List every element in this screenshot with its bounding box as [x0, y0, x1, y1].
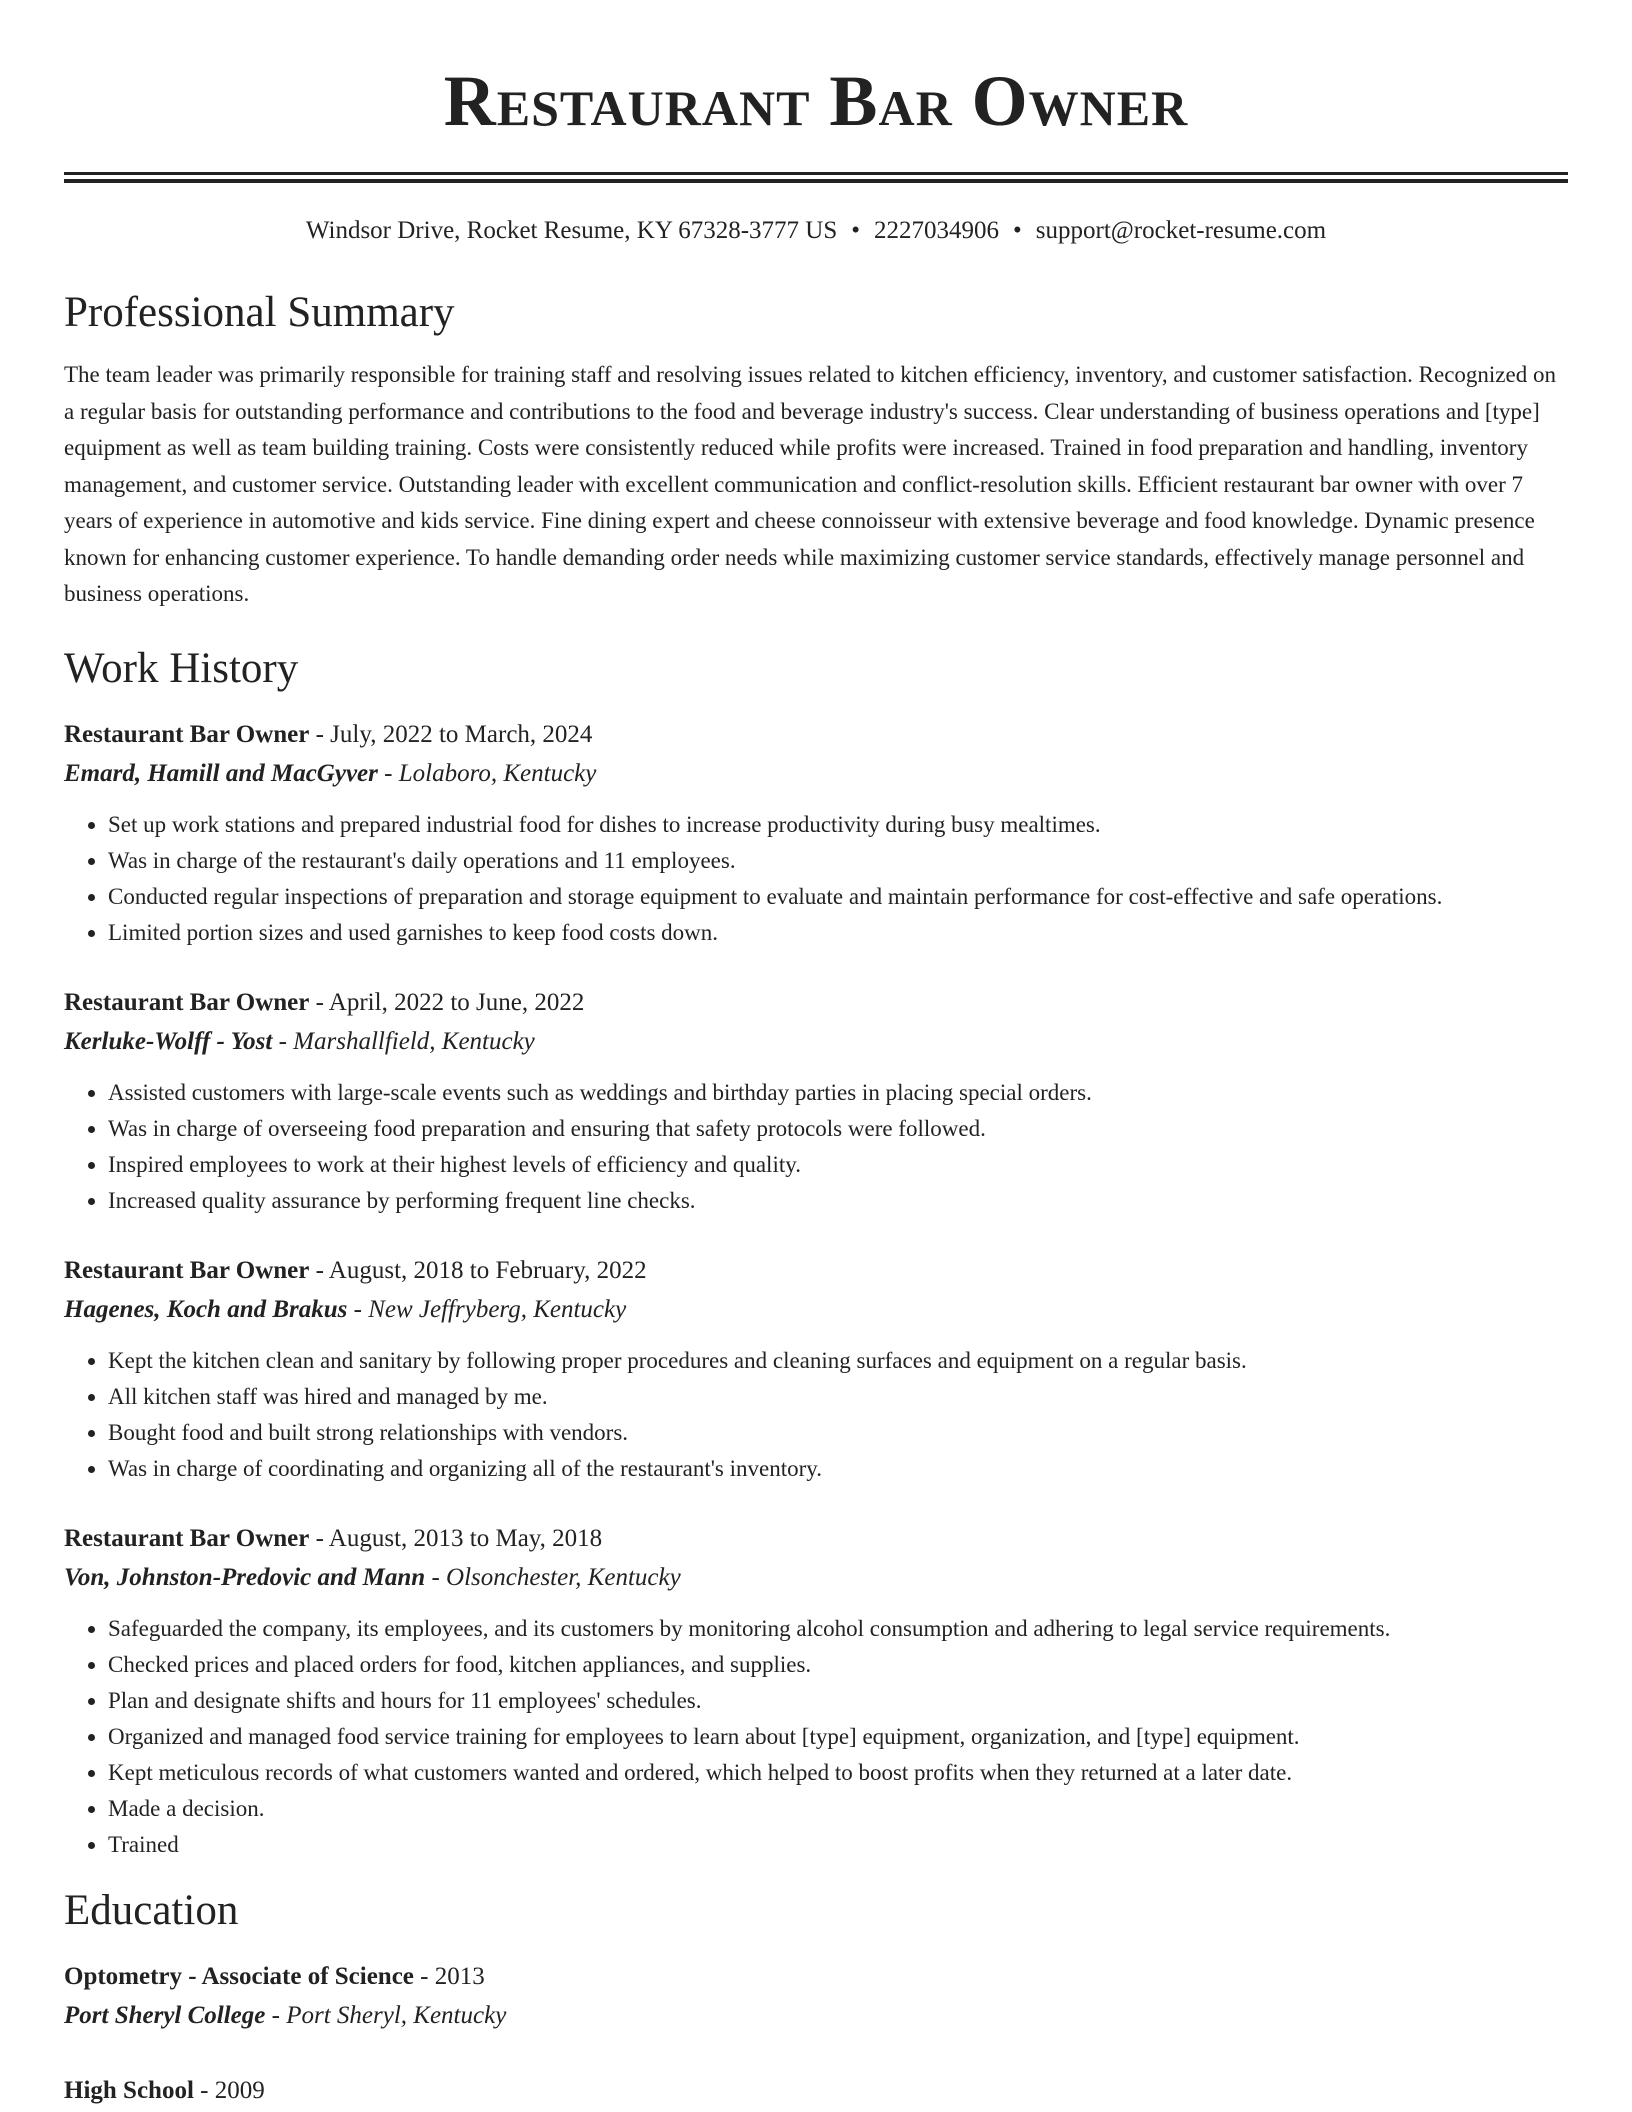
summary-text: The team leader was primarily responsible for training staff and resolving issues related to kitchen efficiency, inventory, and customer satisfaction. Recognized on a regular basis for outstanding performance and contributions to the food and beverage industry's success. Clear understanding of business operations and [type] equipment as well as team building training. Costs were consistently reduced while profits were increased. Trained in food preparation and handling, inventory management, and customer service. Outstanding leader with excellent communication and conflict-resolution skills. Efficient restaurant bar owner with over 7 years of experience in automotive and kids service. Fine dining expert and cheese connoisseur with extensive beverage and food knowledge. Dynamic presence known for enhancing customer experience. To handle demanding order needs while maximizing customer service standards, effectively manage personnel and business operations.: [64, 362, 1556, 606]
job-location: - Lolaboro, Kentucky: [377, 759, 597, 787]
list-item: • Trained: [108, 1827, 1568, 1863]
job-title-line: [64, 983, 1568, 1022]
education-heading: Education: [64, 1886, 239, 1934]
job-company: Von, Johnston-Predovic and Mann: [64, 1563, 426, 1591]
job-company: Emard, Hamill and MacGyver: [64, 759, 378, 787]
job-entry: [64, 715, 1568, 951]
list-item: • Kept the kitchen clean and sanitary by following proper procedures and cleaning surfaces and equipment on a regular basis.: [108, 1343, 1568, 1379]
list-item: • Made a decision.: [108, 1791, 1568, 1827]
job-dates: - April, 2022 to June, 2022: [309, 988, 585, 1016]
education-degree-line: [64, 1957, 1568, 1996]
contact-separator: •: [851, 217, 861, 244]
list-item: • Plan and designate shifts and hours for 11 employees' schedules.: [108, 1683, 1568, 1719]
job-role: Restaurant Bar Owner: [64, 720, 310, 748]
work-history-heading: Work History: [64, 644, 299, 692]
education-entry: [64, 2071, 1568, 2110]
education-location: - Port Sheryl, Kentucky: [265, 2001, 507, 2029]
contact-email: support@rocket-resume.com: [1035, 217, 1327, 244]
job-title-line: [64, 1519, 1568, 1558]
resume-name: Restaurant Bar Owner: [443, 61, 1189, 141]
education-school: Port Sheryl College: [64, 2001, 266, 2029]
list-item: • Checked prices and placed orders for food, kitchen appliances, and supplies.: [108, 1647, 1568, 1683]
contact-line: [64, 215, 1568, 247]
job-company-line: [64, 754, 1568, 793]
list-item: • Was in charge of coordinating and organizing all of the restaurant's inventory.: [108, 1451, 1568, 1487]
job-role: Restaurant Bar Owner: [64, 1256, 310, 1284]
list-item: • Limited portion sizes and used garnishes to keep food costs down.: [108, 915, 1568, 951]
contact-phone: 2227034906: [874, 217, 1000, 244]
contact-address: Windsor Drive, Rocket Resume, KY 67328-3777 US: [305, 217, 838, 244]
job-entry: [64, 983, 1568, 1219]
job-bullets: [64, 1611, 1568, 1863]
summary-heading: Professional Summary: [64, 289, 455, 336]
job-title-line: [64, 715, 1568, 754]
job-company: Kerluke-Wolff - Yost: [64, 1027, 273, 1055]
job-company-line: [64, 1290, 1568, 1329]
list-item: • Inspired employees to work at their highest levels of efficiency and quality.: [108, 1147, 1568, 1183]
job-company-line: [64, 1022, 1568, 1061]
education-degree: High School: [64, 2076, 194, 2104]
list-item: • Was in charge of the restaurant's daily operations and 11 employees.: [108, 843, 1568, 879]
list-item: • All kitchen staff was hired and managed by me.: [108, 1379, 1568, 1415]
job-role: Restaurant Bar Owner: [64, 988, 310, 1016]
job-dates: - July, 2022 to March, 2024: [309, 720, 593, 748]
education-year: - 2013: [413, 1962, 485, 1990]
list-item: • Bought food and built strong relationships with vendors.: [108, 1415, 1568, 1451]
list-item: • Conducted regular inspections of preparation and storage equipment to evaluate and maintain performance for cost-effective and safe operations.: [108, 879, 1568, 915]
education-year: - 2009: [193, 2076, 265, 2104]
list-item: • Safeguarded the company, its employees, and its customers by monitoring alcohol consumption and adhering to legal service requirements.: [108, 1611, 1568, 1647]
job-location: - Olsonchester, Kentucky: [425, 1563, 681, 1591]
job-bullets: [64, 1075, 1568, 1219]
job-entry: [64, 1251, 1568, 1487]
list-item: • Assisted customers with large-scale events such as weddings and birthday parties in placing special orders.: [108, 1075, 1568, 1111]
job-dates: - August, 2013 to May, 2018: [309, 1524, 603, 1552]
job-location: - New Jeffryberg, Kentucky: [347, 1295, 627, 1323]
list-item: • Kept meticulous records of what customers wanted and ordered, which helped to boost profits when they returned at a later date.: [108, 1755, 1568, 1791]
job-dates: - August, 2018 to February, 2022: [309, 1256, 647, 1284]
job-bullets: [64, 807, 1568, 951]
job-bullets: [64, 1343, 1568, 1487]
education-degree: Optometry - Associate of Science: [64, 1962, 414, 1990]
job-role: Restaurant Bar Owner: [64, 1524, 310, 1552]
list-item: • Set up work stations and prepared industrial food for dishes to increase productivity during busy mealtimes.: [108, 807, 1568, 843]
education-school-line: [64, 1996, 1568, 2035]
job-company-line: [64, 1558, 1568, 1597]
job-location: - Marshallfield, Kentucky: [272, 1027, 535, 1055]
job-company: Hagenes, Koch and Brakus: [64, 1295, 348, 1323]
education-entry: [64, 1957, 1568, 2035]
list-item: • Organized and managed food service training for employees to learn about [type] equipment, organization, and [type] equipment.: [108, 1719, 1568, 1755]
job-entry: [64, 1519, 1568, 1863]
contact-separator: •: [1013, 217, 1022, 244]
job-title-line: [64, 1251, 1568, 1290]
list-item: • Increased quality assurance by performing frequent line checks.: [108, 1183, 1568, 1219]
education-degree-line: [64, 2071, 1568, 2110]
list-item: • Was in charge of overseeing food preparation and ensuring that safety protocols were followed.: [108, 1111, 1568, 1147]
header-divider: [64, 172, 1568, 183]
